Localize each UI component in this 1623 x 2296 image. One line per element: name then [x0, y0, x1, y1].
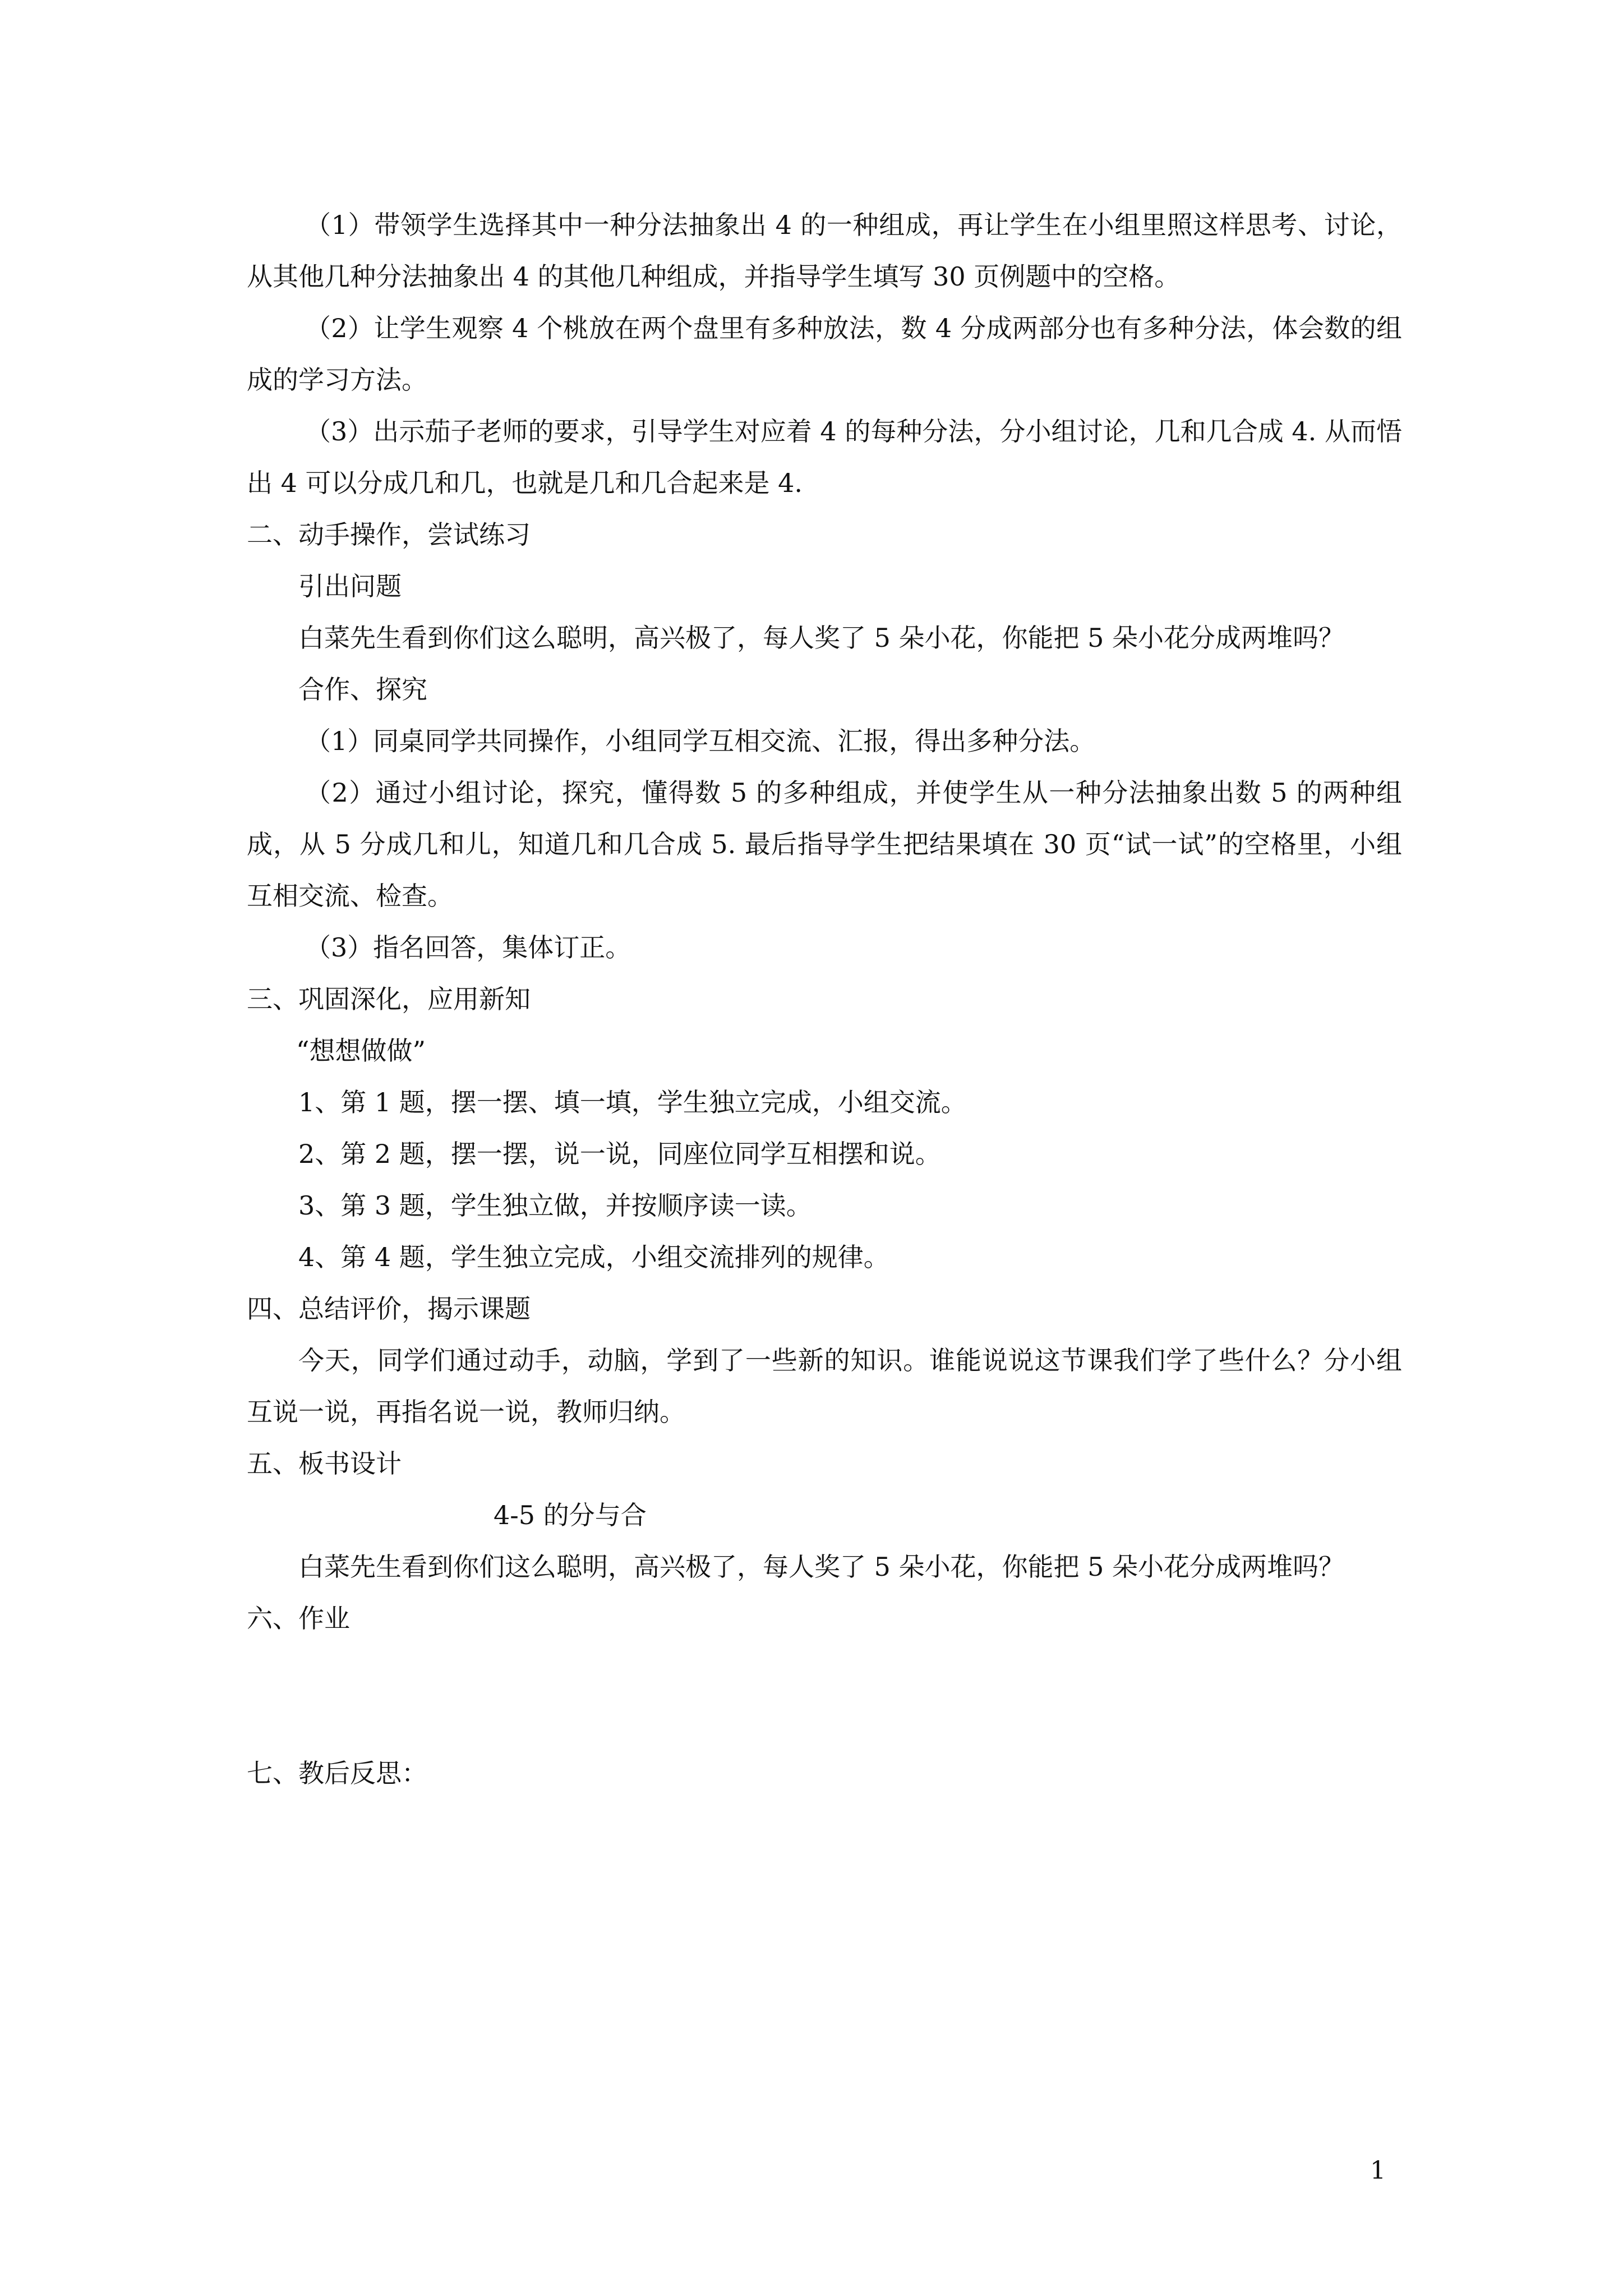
- section-heading-5: 五、板书设计: [247, 1448, 402, 1479]
- board-paragraph: 白菜先生看到你们这么聪明，高兴极了，每人奖了 5 朵小花，你能把 5 朵小花分成两堆吗？: [298, 1552, 1345, 1582]
- body-text: [247, 199, 1402, 1799]
- section-heading-4: 四、总结评价，揭示课题: [247, 1294, 531, 1324]
- exercise-item-4: 4、第 4 题，学生独立完成，小组交流排列的规律。: [298, 1242, 889, 1272]
- section-heading-2: 二、动手操作，尝试练习: [247, 519, 531, 550]
- exercise-item-3: 3、第 3 题，学生独立做，并按顺序读一读。: [298, 1190, 812, 1221]
- subheading-explore: 合作、探究: [298, 674, 427, 705]
- section-heading-3: 三、巩固深化，应用新知: [247, 984, 531, 1014]
- subheading-question: 引出问题: [298, 571, 402, 601]
- section-heading-6: 六、作业: [247, 1603, 350, 1634]
- blank-space: [247, 1644, 1402, 1747]
- paragraph-summary: 今天，同学们通过动手，动脑，学到了一些新的知识。谁能说说这节课我们学了些什么？分小组互说一说，再指名说一说，教师归纳。: [247, 1345, 1402, 1427]
- paragraph-explore-2: （2）通过小组讨论，探究，懂得数 5 的多种组成，并使学生从一种分法抽象出数 5 的两种组成，从 5 分成几和儿，知道几和几合成 5. 最后指导学生把结果填在 30 页“试一试”的空格里，小组互相交流、检查。: [247, 777, 1402, 911]
- page-number: 1: [1370, 2156, 1386, 2185]
- paragraph-explore-3: （3）指名回答，集体订正。: [305, 932, 631, 963]
- subheading-exercises: “想想做做”: [296, 1036, 426, 1066]
- exercise-item-2: 2、第 2 题，摆一摆，说一说，同座位同学互相摆和说。: [298, 1139, 941, 1169]
- paragraph-question: 白菜先生看到你们这么聪明，高兴极了，每人奖了 5 朵小花，你能把 5 朵小花分成两堆吗？: [298, 623, 1345, 653]
- board-title: 4-5 的分与合: [494, 1500, 647, 1530]
- paragraph-step-2: （2）让学生观察 4 个桃放在两个盘里有多种放法，数 4 分成两部分也有多种分法，体会数的组成的学习方法。: [247, 313, 1402, 395]
- exercise-item-1: 1、第 1 题，摆一摆、填一填，学生独立完成，小组交流。: [298, 1087, 967, 1117]
- paragraph-explore-1: （1）同桌同学共同操作，小组同学互相交流、汇报，得出多种分法。: [305, 726, 1096, 756]
- paragraph-step-1: （1）带领学生选择其中一种分法抽象出 4 的一种组成，再让学生在小组里照这样思考、讨论，从其他几种分法抽象出 4 的其他几种组成，并指导学生填写 30 页例题中的空格。: [247, 210, 1402, 292]
- section-heading-7: 七、教后反思：: [247, 1758, 427, 1788]
- paragraph-step-3: （3）出示茄子老师的要求，引导学生对应着 4 的每种分法，分小组讨论，几和几合成 4. 从而悟出 4 可以分成几和几，也就是几和几合起来是 4.: [247, 416, 1402, 498]
